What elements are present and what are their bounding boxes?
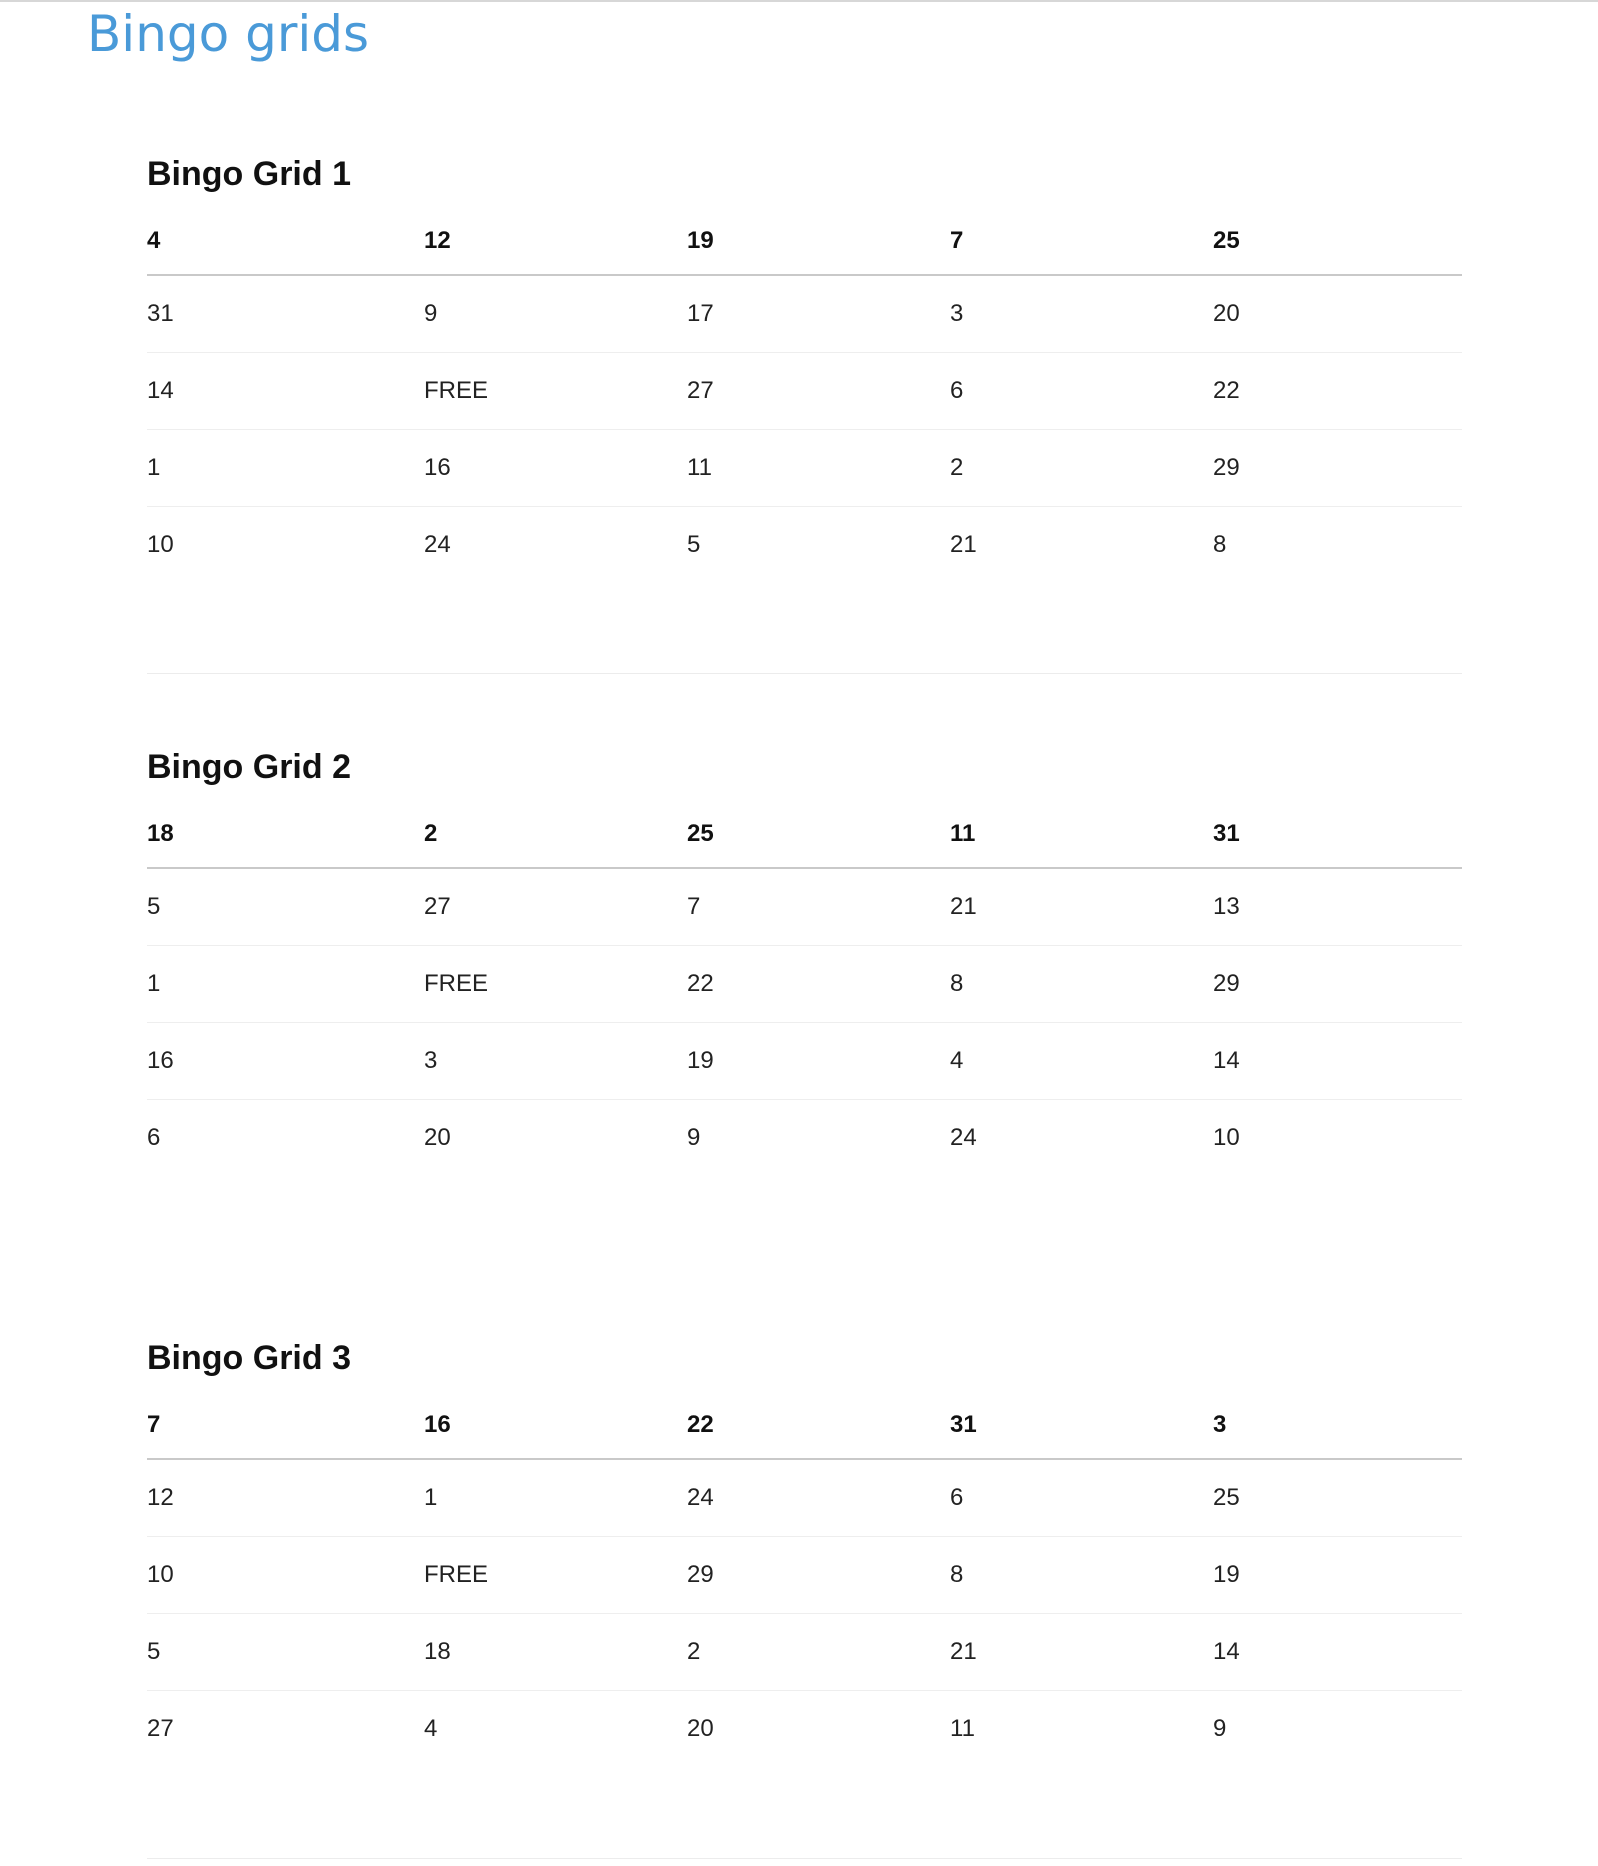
table-cell: 21 — [950, 868, 1213, 946]
table-cell: 12 — [147, 1459, 424, 1537]
grid-title: Bingo Grid 2 — [147, 748, 351, 786]
table-cell: 14 — [147, 353, 424, 430]
table-cell: 14 — [1213, 1023, 1462, 1100]
table-cell: 20 — [1213, 275, 1462, 353]
table-cell: 5 — [147, 1614, 424, 1691]
table-cell: 24 — [950, 1124, 977, 1151]
table-cell: 11 — [687, 430, 950, 507]
header-cell: 31 — [950, 1392, 1213, 1459]
grid-title: Bingo Grid 1 — [147, 155, 351, 193]
table-cell: 1 — [147, 946, 424, 1023]
header-row — [147, 208, 1462, 275]
table-cell: 4 — [424, 1715, 438, 1742]
header-cell: 7 — [950, 208, 1213, 275]
table-row — [147, 868, 1462, 946]
table-row — [147, 1537, 1462, 1614]
table-cell: 8 — [950, 946, 1213, 1023]
table-cell: 27 — [687, 353, 950, 430]
table-cell: 6 — [950, 353, 1213, 430]
table-cell: 2 — [687, 1614, 950, 1691]
table-cell: 19 — [687, 1023, 950, 1100]
table-cell: 3 — [424, 1023, 687, 1100]
header-row — [147, 1392, 1462, 1459]
table-cell: 9 — [687, 1124, 701, 1151]
header-cell: 2 — [424, 801, 687, 868]
table-cell: 21 — [950, 1614, 1213, 1691]
table-cell: 10 — [147, 1537, 424, 1614]
table-cell: 20 — [687, 1715, 714, 1742]
table-row — [147, 1614, 1462, 1691]
table-cell: 16 — [147, 1023, 424, 1100]
section-divider — [147, 673, 1462, 674]
table-cell: 10 — [1213, 1124, 1240, 1151]
table-cell: 22 — [687, 946, 950, 1023]
table-row — [147, 430, 1462, 507]
table-row — [147, 275, 1462, 353]
table-row — [147, 1100, 1462, 1177]
table-cell: 8 — [950, 1537, 1213, 1614]
header-cell: 31 — [1213, 801, 1462, 868]
table-cell: 27 — [147, 1715, 174, 1742]
header-cell: 22 — [687, 1392, 950, 1459]
table-cell: 7 — [687, 868, 950, 946]
table-cell: FREE — [424, 353, 687, 430]
table-cell: 29 — [1213, 430, 1462, 507]
table-row — [147, 1459, 1462, 1537]
table-row — [147, 946, 1462, 1023]
table-row — [147, 507, 1462, 584]
table-cell: 14 — [1213, 1614, 1462, 1691]
header-cell: 25 — [687, 801, 950, 868]
header-cell: 12 — [424, 208, 687, 275]
bingo-grid-table — [147, 1392, 1462, 1767]
table-cell: 4 — [950, 1023, 1213, 1100]
table-cell: 16 — [424, 430, 687, 507]
table-cell: 8 — [1213, 531, 1227, 558]
table-cell: 6 — [950, 1459, 1213, 1537]
table-cell: 29 — [1213, 946, 1462, 1023]
header-cell: 7 — [147, 1392, 424, 1459]
section-divider — [147, 1858, 1462, 1859]
table-cell: FREE — [424, 946, 687, 1023]
table-cell: 5 — [687, 531, 701, 558]
table-cell: 27 — [424, 868, 687, 946]
header-row — [147, 801, 1462, 868]
header-cell: 4 — [147, 208, 424, 275]
table-cell: 20 — [424, 1124, 451, 1151]
table-cell: 9 — [424, 275, 687, 353]
table-cell: 1 — [147, 430, 424, 507]
bingo-grid-table — [147, 208, 1462, 583]
table-cell: 3 — [950, 275, 1213, 353]
table-cell: 10 — [147, 531, 174, 558]
table-cell: 25 — [1213, 1459, 1462, 1537]
header-cell: 25 — [1213, 208, 1462, 275]
grid-title: Bingo Grid 3 — [147, 1339, 351, 1377]
table-row — [147, 353, 1462, 430]
page-title: Bingo grids — [87, 5, 370, 63]
table-cell: FREE — [424, 1537, 687, 1614]
bingo-grid-table — [147, 801, 1462, 1176]
table-cell: 13 — [1213, 868, 1462, 946]
header-cell: 19 — [687, 208, 950, 275]
table-cell: 18 — [424, 1614, 687, 1691]
table-cell: 22 — [1213, 353, 1462, 430]
table-cell: 1 — [424, 1459, 687, 1537]
table-cell: 19 — [1213, 1537, 1462, 1614]
table-row — [147, 1691, 1462, 1768]
table-cell: 21 — [950, 531, 977, 558]
table-cell: 24 — [687, 1459, 950, 1537]
table-row — [147, 1023, 1462, 1100]
table-cell: 29 — [687, 1537, 950, 1614]
table-cell: 2 — [950, 430, 1213, 507]
header-cell: 18 — [147, 801, 424, 868]
table-cell: 17 — [687, 275, 950, 353]
table-cell: 11 — [950, 1715, 975, 1742]
table-cell: 5 — [147, 868, 424, 946]
header-cell: 11 — [950, 801, 1213, 868]
table-cell: 6 — [147, 1124, 161, 1151]
table-cell: 9 — [1213, 1715, 1227, 1742]
table-cell: 31 — [147, 275, 424, 353]
header-cell: 3 — [1213, 1392, 1462, 1459]
header-cell: 16 — [424, 1392, 687, 1459]
table-cell: 24 — [424, 531, 451, 558]
